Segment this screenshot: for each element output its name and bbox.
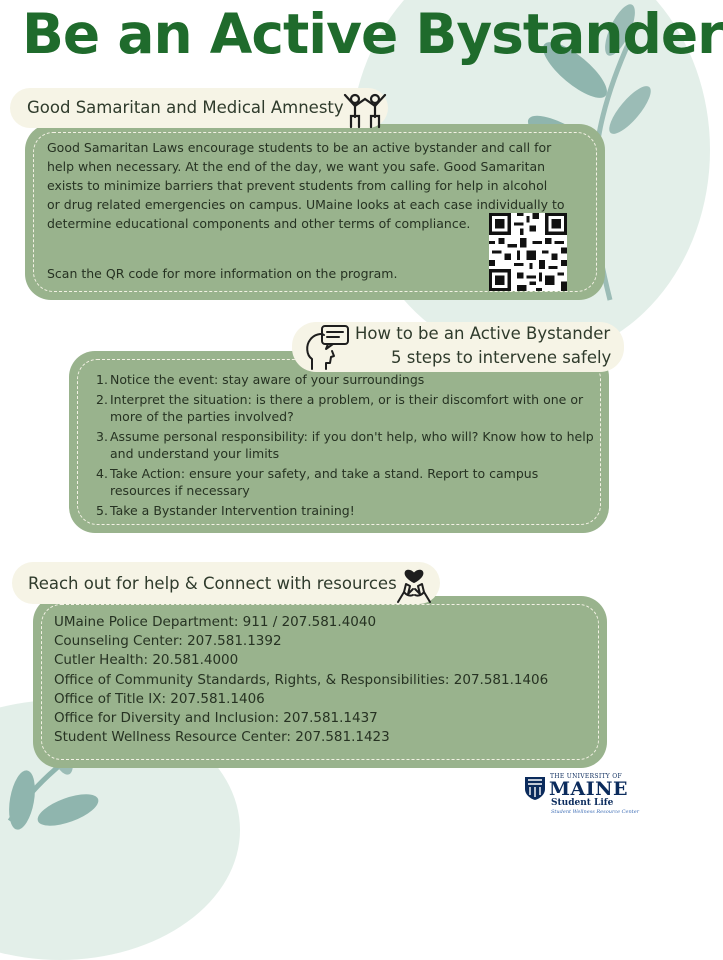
contact-line: Office of Title IX: 207.581.1406 xyxy=(54,690,265,707)
contact-line: Counseling Center: 207.581.1392 xyxy=(54,633,282,650)
contacts-list xyxy=(54,613,548,747)
step-number: 5. xyxy=(96,502,108,518)
step-text: Notice the event: stay aware of your surroundings xyxy=(110,372,425,387)
body-line: determine educational components and other terms of compliance. xyxy=(47,216,471,231)
step-text: Assume personal responsibility: if you don't help, who will? Know how to help and understand your limits xyxy=(110,428,594,461)
good-samaritan-heading-pill xyxy=(10,88,388,128)
step-text: Interpret the situation: is there a problem, or is their discomfort with one or more of the parties involved? xyxy=(110,391,584,424)
qr-note: Scan the QR code for more information on the program. xyxy=(47,266,398,281)
steps-list xyxy=(96,371,596,521)
body-line: help when necessary. At the end of the day, we want you safe. Good Samaritan xyxy=(47,159,546,174)
thinking-head-speech-bubble-icon xyxy=(304,323,352,371)
logo-unit: Student Life xyxy=(551,798,614,808)
list-item xyxy=(96,502,596,520)
list-item xyxy=(96,391,596,426)
university-crest-icon xyxy=(524,775,546,801)
contact-line: Office of Community Standards, Rights, & Responsibilities: 207.581.1406 xyxy=(54,671,549,688)
step-number: 4. xyxy=(96,465,108,481)
section-heading: Good Samaritan and Medical Amnesty xyxy=(27,98,344,117)
step-number: 2. xyxy=(96,391,108,407)
step-number: 3. xyxy=(96,428,108,444)
body-line: or drug related emergencies on campus. UMaine looks at each case individually to xyxy=(47,197,565,212)
contact-line: UMaine Police Department: 911 / 207.581.4040 xyxy=(54,614,377,630)
body-line: Good Samaritan Laws encourage students to be an active bystander and call for xyxy=(47,140,552,155)
logo-subunit: Student Wellness Resource Center xyxy=(551,809,640,815)
list-item xyxy=(96,465,596,500)
section-subheading: 5 steps to intervene safely xyxy=(391,348,612,367)
step-number: 1. xyxy=(96,372,108,387)
university-logo xyxy=(524,773,640,817)
qr-code-icon[interactable] xyxy=(489,213,567,291)
contact-line: Office for Diversity and Inclusion: 207.581.1437 xyxy=(54,710,378,727)
section-heading: Reach out for help & Connect with resources xyxy=(28,574,397,593)
contact-line: Student Wellness Resource Center: 207.581.1423 xyxy=(54,729,390,746)
list-item xyxy=(96,428,596,463)
section-heading: How to be an Active Bystander xyxy=(355,324,611,343)
contact-line: Cutler Health: 20.581.4000 xyxy=(54,652,239,669)
logo-name: MAINE xyxy=(549,778,629,800)
page-title: Be an Active Bystander xyxy=(22,2,723,66)
logo-university-line: THE UNIVERSITY OF xyxy=(550,773,622,780)
list-item xyxy=(96,371,596,389)
two-people-celebrating-icon xyxy=(340,89,390,129)
body-line: exists to minimize barriers that prevent students from calling for help in alcohol xyxy=(47,178,548,193)
step-text: Take a Bystander Intervention training! xyxy=(110,502,355,518)
step-text: Take Action: ensure your safety, and take a stand. Report to campus resources if necessary xyxy=(110,465,539,498)
active-bystander-heading-pill xyxy=(292,322,624,372)
helping-hands-icon xyxy=(394,562,434,604)
resources-heading-pill xyxy=(12,562,440,604)
